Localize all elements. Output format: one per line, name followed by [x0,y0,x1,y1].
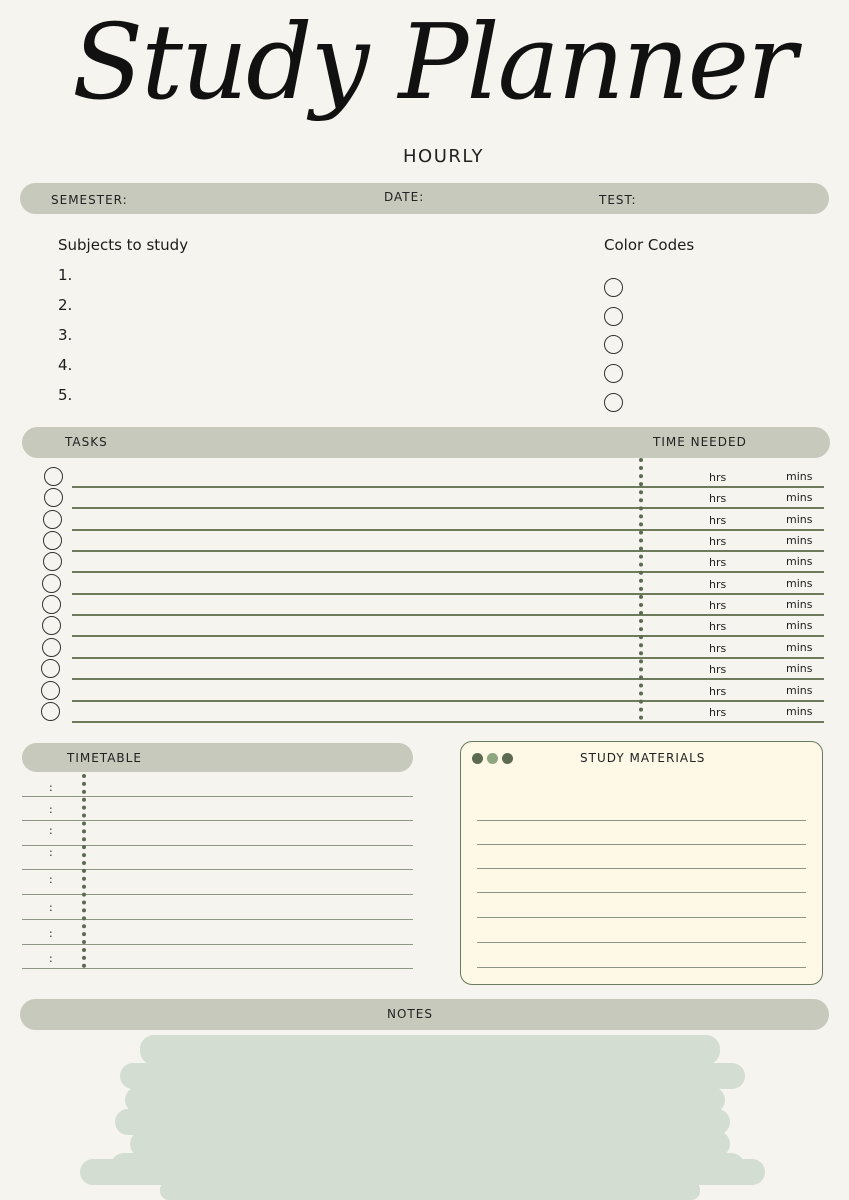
timetable-line[interactable] [22,968,413,969]
color-code-circle[interactable] [604,364,623,383]
study-materials-heading: STUDY MATERIALS [580,751,706,765]
time-divider [639,458,643,720]
time-colon: : [49,901,53,914]
timetable-line[interactable] [22,919,413,920]
test-label: TEST: [599,193,637,207]
task-checkbox[interactable] [42,638,61,657]
color-code-circle[interactable] [604,278,623,297]
task-checkbox[interactable] [41,659,60,678]
materials-line[interactable] [477,844,806,845]
time-colon: : [49,781,53,794]
notes-heading: NOTES [387,1007,433,1021]
hrs-label: hrs [709,663,727,676]
mins-label: mins [786,641,813,654]
date-label: DATE: [384,190,425,204]
color-codes-heading: Color Codes [604,236,695,254]
timetable-line[interactable] [22,796,413,797]
color-code-circle[interactable] [604,393,623,412]
notes-area[interactable] [80,1035,765,1200]
materials-line[interactable] [477,868,806,869]
timetable-divider [82,774,86,968]
task-line[interactable] [72,593,824,595]
tasks-heading: TASKS [65,435,108,449]
hrs-label: hrs [709,556,727,569]
mins-label: mins [786,534,813,547]
tasks-bar [22,427,830,458]
task-checkbox[interactable] [44,488,63,507]
materials-line[interactable] [477,942,806,943]
time-colon: : [49,803,53,816]
task-checkbox[interactable] [43,531,62,550]
hrs-label: hrs [709,471,727,484]
study-materials-card [460,741,823,985]
task-line[interactable] [72,635,824,637]
task-line[interactable] [72,507,824,509]
mins-label: mins [786,513,813,526]
task-line[interactable] [72,550,824,552]
time-colon: : [49,846,53,859]
subject-item: 2. [58,296,73,314]
task-line[interactable] [72,700,824,702]
mins-label: mins [786,470,813,483]
hrs-label: hrs [709,620,727,633]
mins-label: mins [786,491,813,504]
task-checkbox[interactable] [43,510,62,529]
time-colon: : [49,824,53,837]
task-line[interactable] [72,571,824,573]
mins-label: mins [786,619,813,632]
page-title: Study Planner [72,1,795,123]
task-checkbox[interactable] [44,467,63,486]
mins-label: mins [786,684,813,697]
hrs-label: hrs [709,578,727,591]
timetable-heading: TIMETABLE [67,751,142,765]
subject-item: 3. [58,326,73,344]
task-line[interactable] [72,721,824,723]
time-colon: : [49,873,53,886]
task-line[interactable] [72,529,824,531]
task-checkbox[interactable] [43,552,62,571]
time-needed-heading: TIME NEEDED [653,435,747,449]
hrs-label: hrs [709,492,727,505]
timetable-line[interactable] [22,869,413,870]
task-line[interactable] [72,486,824,488]
dot-icon [487,753,498,764]
hrs-label: hrs [709,535,727,548]
task-checkbox[interactable] [42,595,61,614]
time-colon: : [49,927,53,940]
color-code-circle[interactable] [604,335,623,354]
timetable-line[interactable] [22,944,413,945]
mins-label: mins [786,598,813,611]
timetable-bar [22,743,413,772]
dot-icon [502,753,513,764]
subject-item: 4. [58,356,73,374]
hrs-label: hrs [709,514,727,527]
mins-label: mins [786,705,813,718]
subjects-heading: Subjects to study [58,236,189,254]
subject-item: 5. [58,386,73,404]
hrs-label: hrs [709,642,727,655]
hrs-label: hrs [709,599,727,612]
task-checkbox[interactable] [42,616,61,635]
task-checkbox[interactable] [42,574,61,593]
info-bar [20,183,829,214]
task-line[interactable] [72,614,824,616]
timetable-line[interactable] [22,820,413,821]
color-code-circle[interactable] [604,307,623,326]
notes-bar [20,999,829,1030]
mins-label: mins [786,577,813,590]
materials-line[interactable] [477,967,806,968]
mins-label: mins [786,555,813,568]
materials-line[interactable] [477,820,806,821]
materials-line[interactable] [477,892,806,893]
timetable-line[interactable] [22,894,413,895]
task-line[interactable] [72,678,824,680]
page-subtitle: HOURLY [403,146,485,167]
task-checkbox[interactable] [41,681,60,700]
semester-label: SEMESTER: [51,193,128,207]
hrs-label: hrs [709,706,727,719]
dot-icon [472,753,483,764]
hrs-label: hrs [709,685,727,698]
timetable-line[interactable] [22,845,413,846]
task-checkbox[interactable] [41,702,60,721]
time-colon: : [49,952,53,965]
subject-item: 1. [58,266,73,284]
mins-label: mins [786,662,813,675]
materials-line[interactable] [477,917,806,918]
task-line[interactable] [72,657,824,659]
